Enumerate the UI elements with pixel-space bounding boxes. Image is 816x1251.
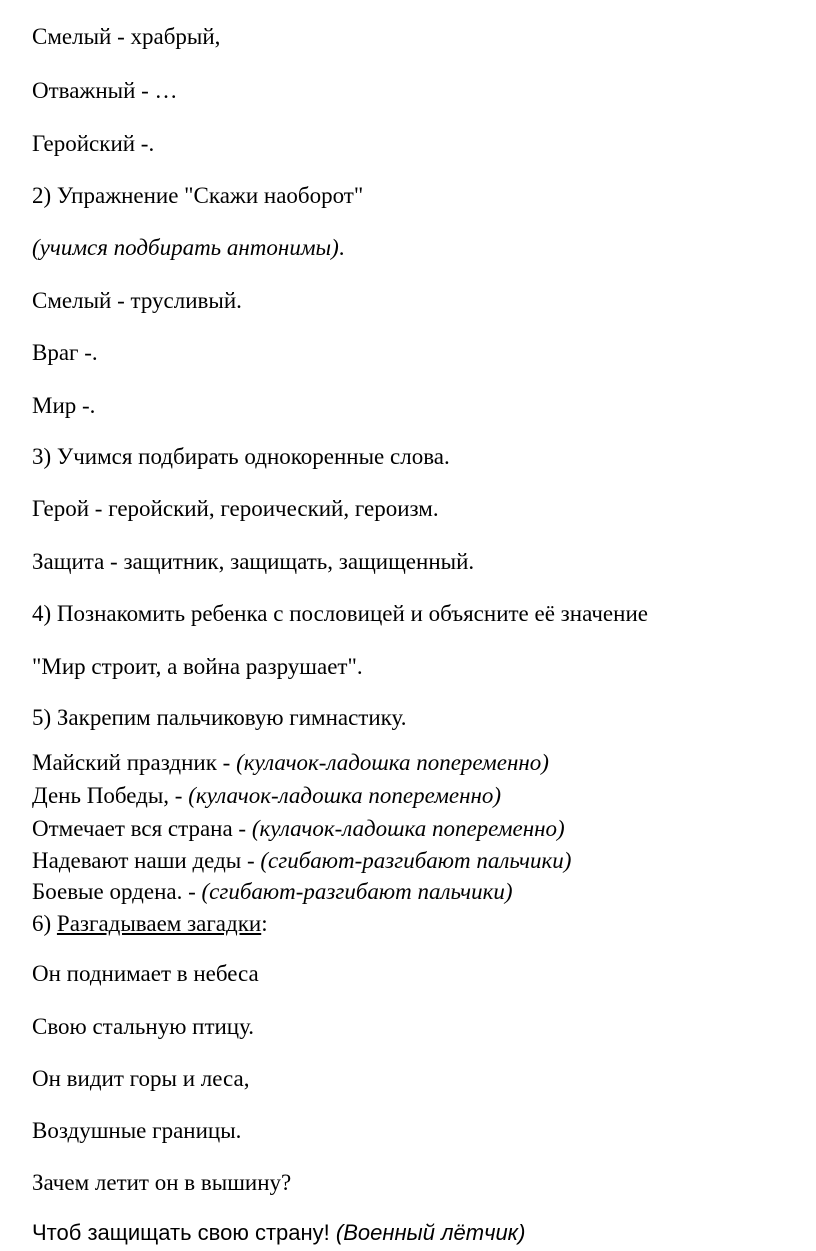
riddle-line-1: Он поднимает в небеса — [32, 961, 259, 986]
antonym-line-3: Мир -. — [32, 393, 96, 418]
synonym-line-3: Геройский -. — [32, 131, 155, 156]
exercise-6-number: 6) — [32, 911, 57, 936]
gymnastics-line-3 — [32, 814, 565, 844]
exercise-5-heading: 5) Закрепим пальчиковую гимнастику. — [32, 705, 407, 730]
gymnastics-line-4 — [32, 846, 571, 876]
gymnastics-line-2 — [32, 781, 501, 811]
antonym-line-1: Смелый - трусливый. — [32, 288, 242, 313]
synonym-line-2: Отважный - … — [32, 78, 178, 103]
gymnastics-action: (кулачок-ладошка попеременно) — [251, 816, 565, 841]
gymnastics-text: День Победы, - — [32, 783, 189, 808]
cognate-line-2: Защита - защитник, защищать, защищенный. — [32, 549, 475, 574]
exercise-4-heading: 4) Познакомить ребенка с пословицей и объясните её значение — [32, 601, 648, 626]
antonym-line-2: Враг -. — [32, 340, 98, 365]
exercise-2-note-italic: (учимся подбирать антонимы) — [32, 235, 339, 260]
cognate-line-1: Герой - геройский, героический, героизм. — [32, 496, 439, 521]
riddle-line-2: Свою стальную птицу. — [32, 1014, 255, 1039]
exercise-6-colon: : — [261, 911, 268, 936]
gymnastics-text: Надевают наши деды - — [32, 848, 261, 873]
riddle-final-text: Чтоб защищать свою страну! — [32, 1220, 336, 1245]
exercise-2-note — [32, 233, 345, 263]
gymnastics-text: Боевые ордена. - — [32, 879, 202, 904]
riddle-line-4: Воздушные границы. — [32, 1118, 242, 1143]
exercise-6-heading — [32, 909, 268, 939]
proverb: "Мир строит, а война разрушает". — [32, 654, 363, 679]
gymnastics-text: Отмечает вся страна - — [32, 816, 252, 841]
gymnastics-line-5 — [32, 877, 513, 907]
gymnastics-action: (кулачок-ладошка попеременно) — [236, 750, 549, 775]
riddle-answer: (Военный лётчик) — [335, 1220, 526, 1245]
gymnastics-action: (сгибают-разгибают пальчики) — [201, 879, 513, 904]
riddle-line-6 — [32, 1218, 525, 1248]
gymnastics-action: (сгибают-разгибают пальчики) — [260, 848, 572, 873]
gymnastics-line-1 — [32, 748, 549, 778]
gymnastics-action: (кулачок-ладошка попеременно) — [188, 783, 502, 808]
exercise-2-heading: 2) Упражнение "Скажи наоборот" — [32, 183, 364, 208]
synonym-line-1: Смелый - храбрый, — [32, 24, 221, 49]
exercise-6-title: Разгадываем загадки — [56, 911, 262, 936]
exercise-2-note-period: . — [338, 235, 345, 260]
gymnastics-text: Майский праздник - — [32, 750, 237, 775]
riddle-line-5: Зачем летит он в вышину? — [32, 1170, 292, 1195]
riddle-line-3: Он видит горы и леса, — [32, 1066, 250, 1091]
exercise-3-heading: 3) Учимся подбирать однокоренные слова. — [32, 444, 450, 469]
